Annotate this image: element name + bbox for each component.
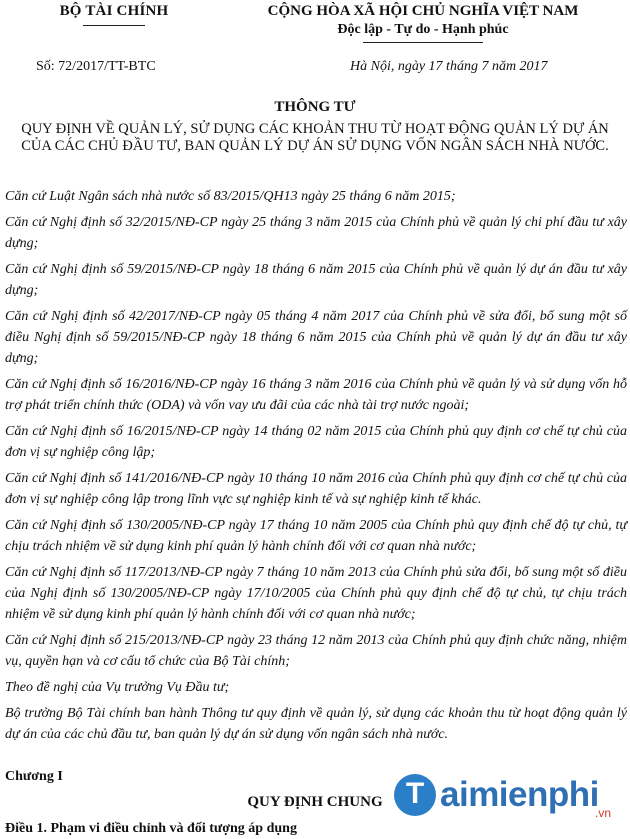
proposal-line: Theo đề nghị của Vụ trưởng Vụ Đầu tư;	[5, 680, 230, 695]
article-heading: Điều 1. Phạm vi điều chỉnh và đối tượng áp dụng	[5, 821, 297, 836]
basis-paragraph: Căn cứ Nghị định số 42/2017/NĐ-CP ngày 05 tháng 4 năm 2017 của Chính phủ về sửa đổi, bổ sung một số điều Nghị định số 59/2015/NĐ-CP ngày 18 tháng 6 năm 2015 của Chính phủ về quản lý dự án đầu tư xây dựng;	[5, 309, 627, 366]
national-title: CỘNG HÒA XÃ HỘI CHỦ NGHĨA VIỆT NAM	[267, 3, 579, 19]
chapter-label: Chương I	[5, 769, 63, 784]
agency-underline	[83, 25, 145, 26]
basis-paragraph: Căn cứ Nghị định số 215/2013/NĐ-CP ngày 23 tháng 12 năm 2013 của Chính phủ quy định chức năng, nhiệm vụ, quyền hạn và cơ cấu tổ chức của Bộ Tài chính;	[5, 633, 627, 669]
issuing-agency: BỘ TÀI CHÍNH	[59, 3, 169, 19]
national-heading-block	[218, 3, 628, 43]
taimienphi-watermark	[380, 768, 630, 828]
basis-paragraph: Căn cứ Nghị định số 32/2015/NĐ-CP ngày 25 tháng 3 năm 2015 của Chính phủ về quản lý chi phí đầu tư xây dựng;	[5, 215, 627, 251]
document-title: QUY ĐỊNH VỀ QUẢN LÝ, SỬ DỤNG CÁC KHOẢN THU TỪ HOẠT ĐỘNG QUẢN LÝ DỰ ÁN CỦA CÁC CHỦ ĐẦU TƯ, BAN QUẢN LÝ DỰ ÁN SỬ DỤNG VỐN NGÂN SÁCH NHÀ NƯỚC.	[21, 121, 609, 154]
promulgation-paragraph: Bộ trưởng Bộ Tài chính ban hành Thông tư quy định về quản lý, sử dụng các khoản thu từ hoạt động quản lý dự án của các chủ đầu tư, ban quản lý dự án sử dụng vốn ngân sách nhà nước.	[5, 706, 627, 742]
legal-bases	[5, 186, 627, 750]
taimienphi-logo-icon: T	[394, 774, 436, 816]
watermark-brand: aimienphi	[440, 775, 599, 814]
watermark-domain: .vn	[595, 806, 612, 820]
basis-paragraph: Căn cứ Luật Ngân sách nhà nước số 83/2015/QH13 ngày 25 tháng 6 năm 2015;	[5, 189, 456, 204]
issue-date: Hà Nội, ngày 17 tháng 7 năm 2017	[350, 59, 548, 74]
chapter-title: QUY ĐỊNH CHUNG	[247, 794, 383, 810]
document-number: Số: 72/2017/TT-BTC	[36, 59, 156, 74]
motto-underline	[363, 42, 483, 43]
basis-paragraph: Căn cứ Nghị định số 141/2016/NĐ-CP ngày 10 tháng 10 năm 2016 của Chính phủ quy định cơ chế tự chủ của đơn vị sự nghiệp công lập trong lĩnh vực sự nghiệp kinh tế và sự nghiệp kinh tế khác.	[5, 471, 627, 507]
basis-paragraph: Căn cứ Nghị định số 16/2016/NĐ-CP ngày 16 tháng 3 năm 2016 của Chính phủ về quản lý và sử dụng vốn hỗ trợ phát triển chính thức (ODA) và vốn vay ưu đãi của các nhà tài trợ nước ngoài;	[5, 377, 627, 413]
basis-paragraph: Căn cứ Nghị định số 16/2015/NĐ-CP ngày 14 tháng 02 năm 2015 của Chính phủ quy định cơ chế tự chủ của đơn vị sự nghiệp công lập;	[5, 424, 627, 460]
basis-paragraph: Căn cứ Nghị định số 59/2015/NĐ-CP ngày 18 tháng 6 năm 2015 của Chính phủ về quản lý dự án đầu tư xây dựng;	[5, 262, 627, 298]
issuing-agency-block	[14, 3, 214, 26]
basis-paragraph: Căn cứ Nghị định số 130/2005/NĐ-CP ngày 17 tháng 10 năm 2005 của Chính phủ quy định chế độ tự chủ, tự chịu trách nhiệm về sử dụng kinh phí quản lý hành chính đối với cơ quan nhà nước;	[5, 518, 627, 554]
basis-paragraph: Căn cứ Nghị định số 117/2013/NĐ-CP ngày 7 tháng 10 năm 2013 của Chính phủ sửa đổi, bổ sung một số điều của Nghị định số 130/2005/NĐ-CP ngày 17/10/2005 của Chính phủ quy định chế độ tự chủ, tự chịu trách nhiệm về sử dụng kinh phí quản lý hành chính đối với cơ quan nhà nước;	[5, 565, 627, 622]
document-type: THÔNG TƯ	[274, 99, 356, 115]
national-motto: Độc lập - Tự do - Hạnh phúc	[337, 22, 509, 37]
